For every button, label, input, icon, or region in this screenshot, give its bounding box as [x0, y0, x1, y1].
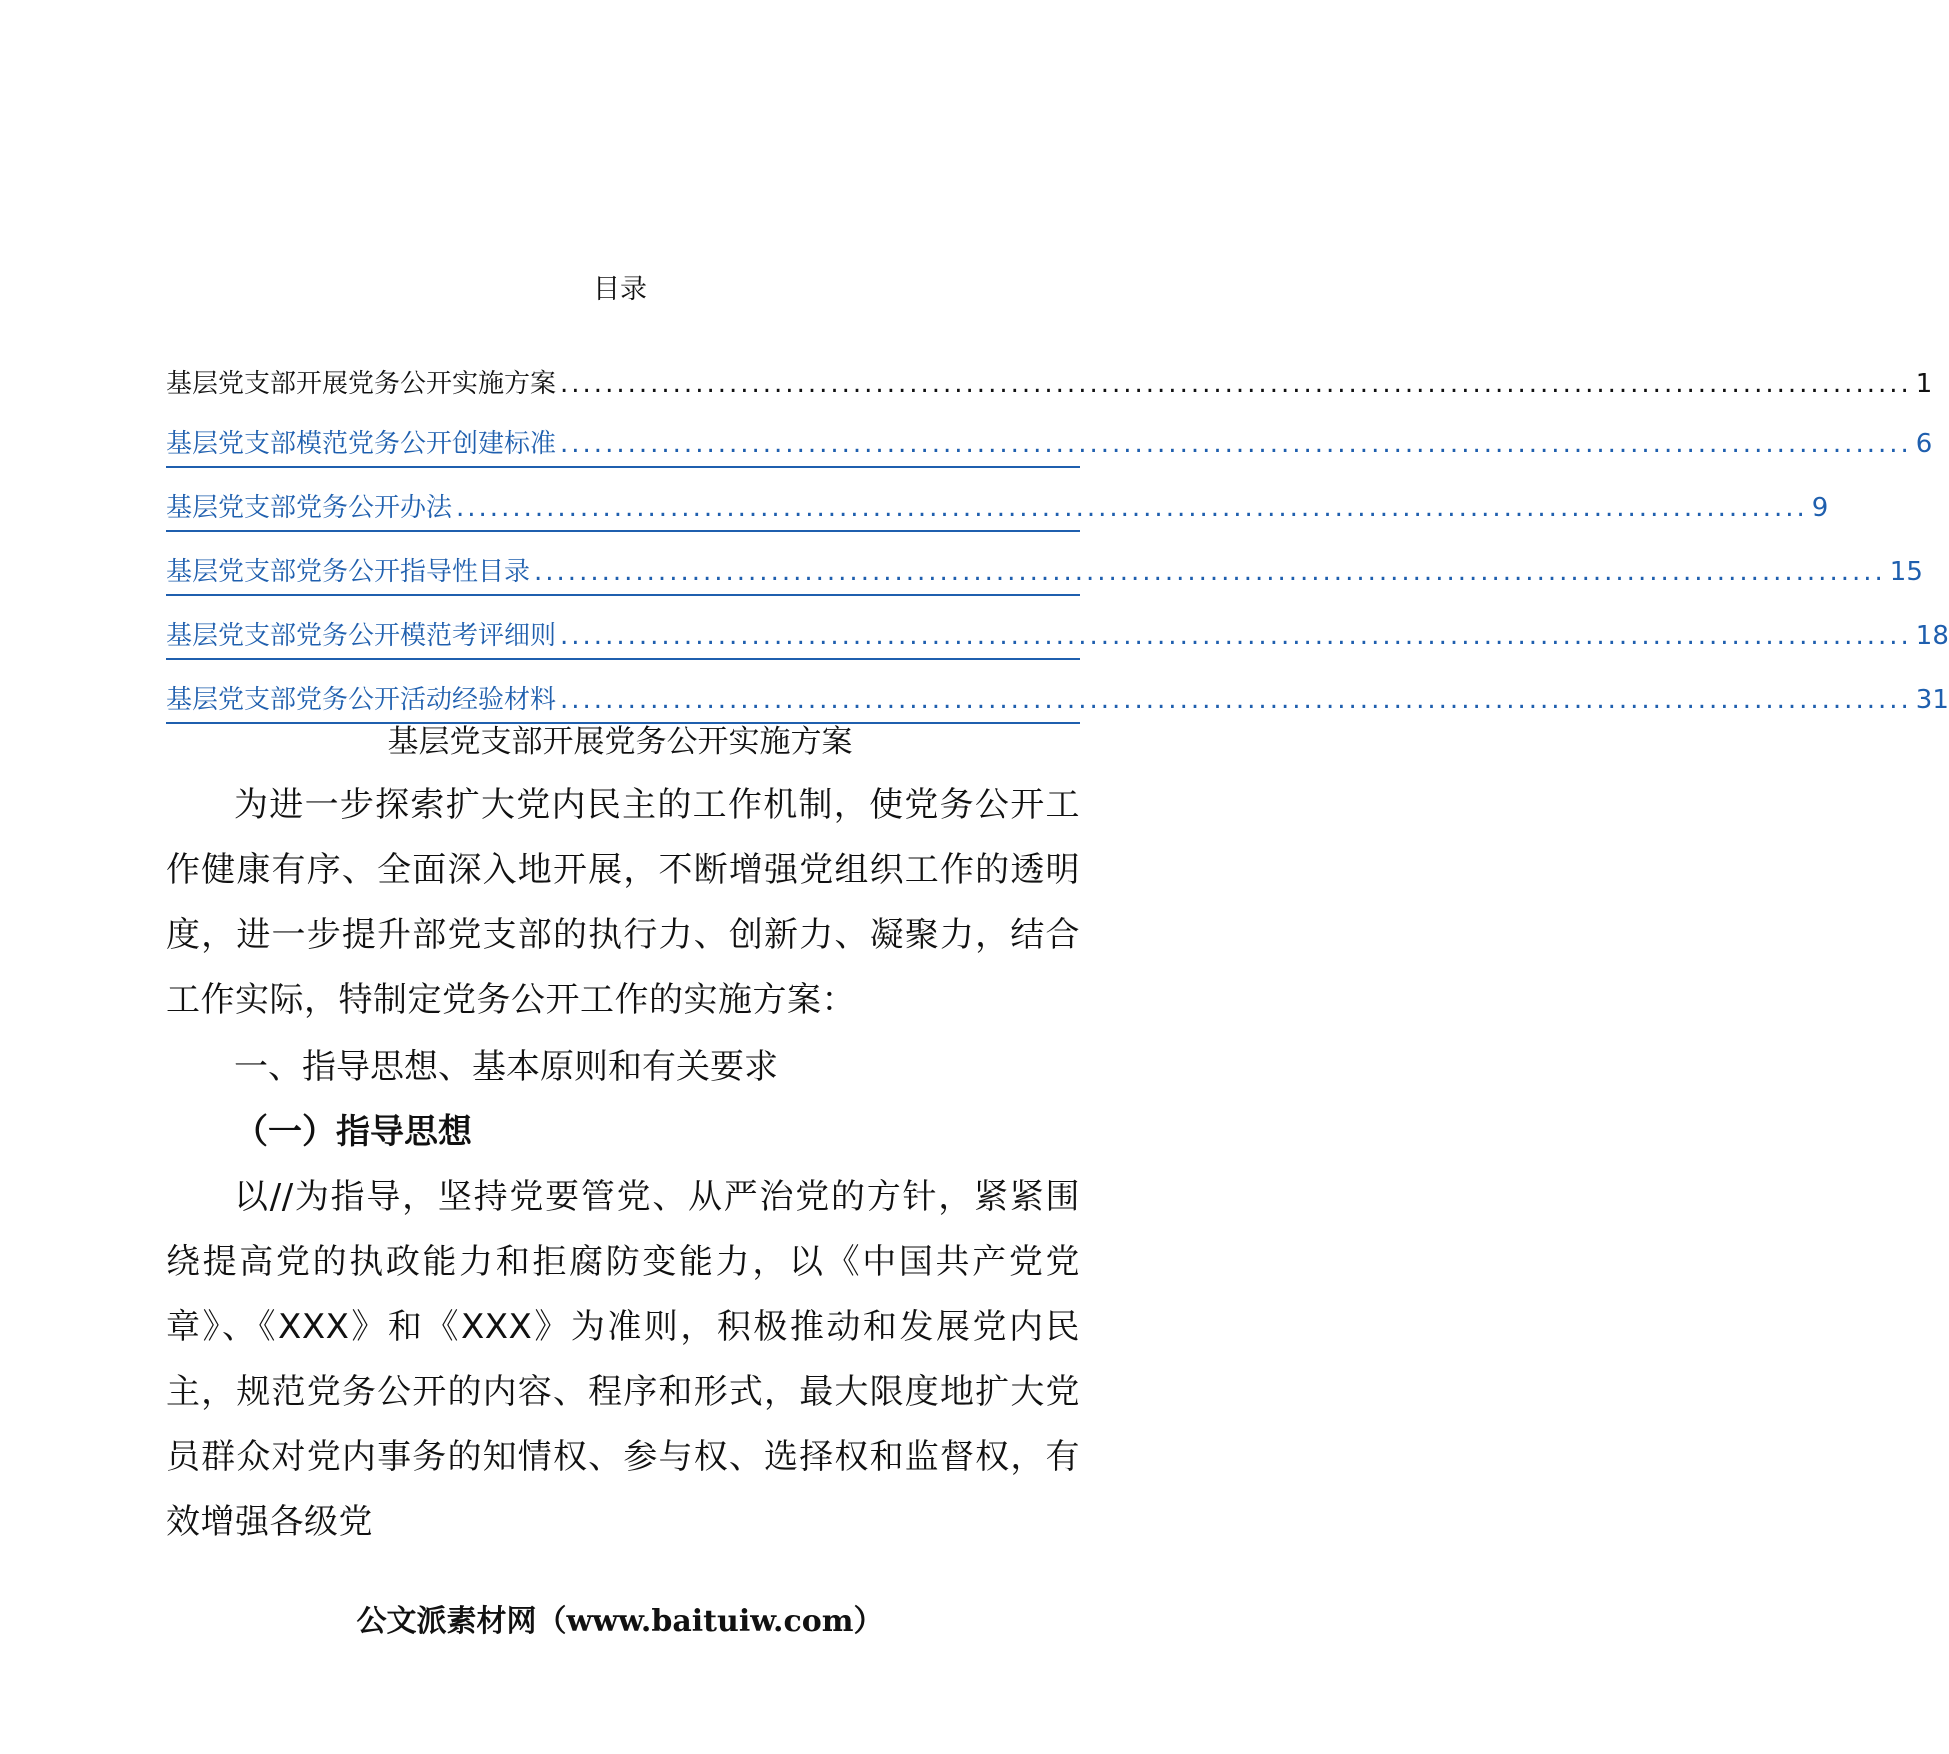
footer-watermark: 公文派素材网（www.baituiw.com） [356, 1604, 884, 1639]
toc-leader-dots: ........................................................................................................................ [560, 369, 1912, 399]
toc-entry-label: 基层党支部党务公开指导性目录 [166, 557, 531, 587]
table-of-contents [166, 340, 1949, 724]
toc-leader-dots: ........................................................................................................................ [534, 557, 1886, 587]
toc-entry-page: 15 [1889, 557, 1923, 587]
toc-entry-page: 6 [1915, 429, 1933, 459]
toc-leader-dots: ........................................................................................................................ [560, 429, 1912, 459]
toc-entry-page: 31 [1915, 685, 1949, 715]
toc-link-guiding-catalog[interactable] [166, 532, 1923, 596]
toc-entry-label: 基层党支部党务公开模范考评细则 [166, 621, 557, 651]
intro-paragraph: 为进一步探索扩大党内民主的工作机制，使党务公开工作健康有序、全面深入地开展，不断增强党组织工作的透明度，进一步提升部党支部的执行力、创新力、凝聚力，结合工作实际，特制定党务公开工作的实施方案： [166, 785, 1080, 1020]
toc-entry-label: 基层党支部党务公开办法 [166, 493, 453, 523]
toc-leader-dots: ........................................................................................................................ [560, 685, 1912, 715]
toc-entry-label: 基层党支部党务公开活动经验材料 [166, 685, 557, 715]
guiding-ideology-paragraph: 以//为指导，坚持党要管党、从严治党的方针，紧紧围绕提高党的执政能力和拒腐防变能力，以《中国共产党党章》、《XXX》和《XXX》为准则，积极推动和发展党内民主，规范党务公开的内容、程序和形式，最大限度地扩大党员群众对党内事务的知情权、参与权、选择权和监督权，有效增强各级党 [166, 1177, 1080, 1542]
toc-entry-page: 18 [1915, 621, 1949, 651]
toc-leader-dots: ........................................................................................................................ [456, 493, 1808, 523]
toc-link-creation-standard[interactable] [166, 404, 1933, 468]
subsection-heading: （一）指导思想 [234, 1112, 472, 1152]
toc-entry-implementation-plan[interactable] [166, 340, 1933, 404]
toc-entry-page: 1 [1915, 369, 1933, 399]
document-title: 基层党支部开展党务公开实施方案 [387, 724, 853, 760]
toc-link-measures[interactable] [166, 468, 1829, 532]
toc-link-evaluation-rules[interactable] [166, 596, 1949, 660]
toc-entry-label: 基层党支部开展党务公开实施方案 [166, 369, 557, 399]
toc-title: 目录 [593, 274, 647, 305]
toc-entry-label: 基层党支部模范党务公开创建标准 [166, 429, 557, 459]
section-heading: 一、指导思想、基本原则和有关要求 [234, 1047, 778, 1087]
toc-leader-dots: ........................................................................................................................ [560, 621, 1912, 651]
toc-entry-page: 9 [1811, 493, 1829, 523]
toc-link-experience-materials[interactable] [166, 660, 1949, 724]
